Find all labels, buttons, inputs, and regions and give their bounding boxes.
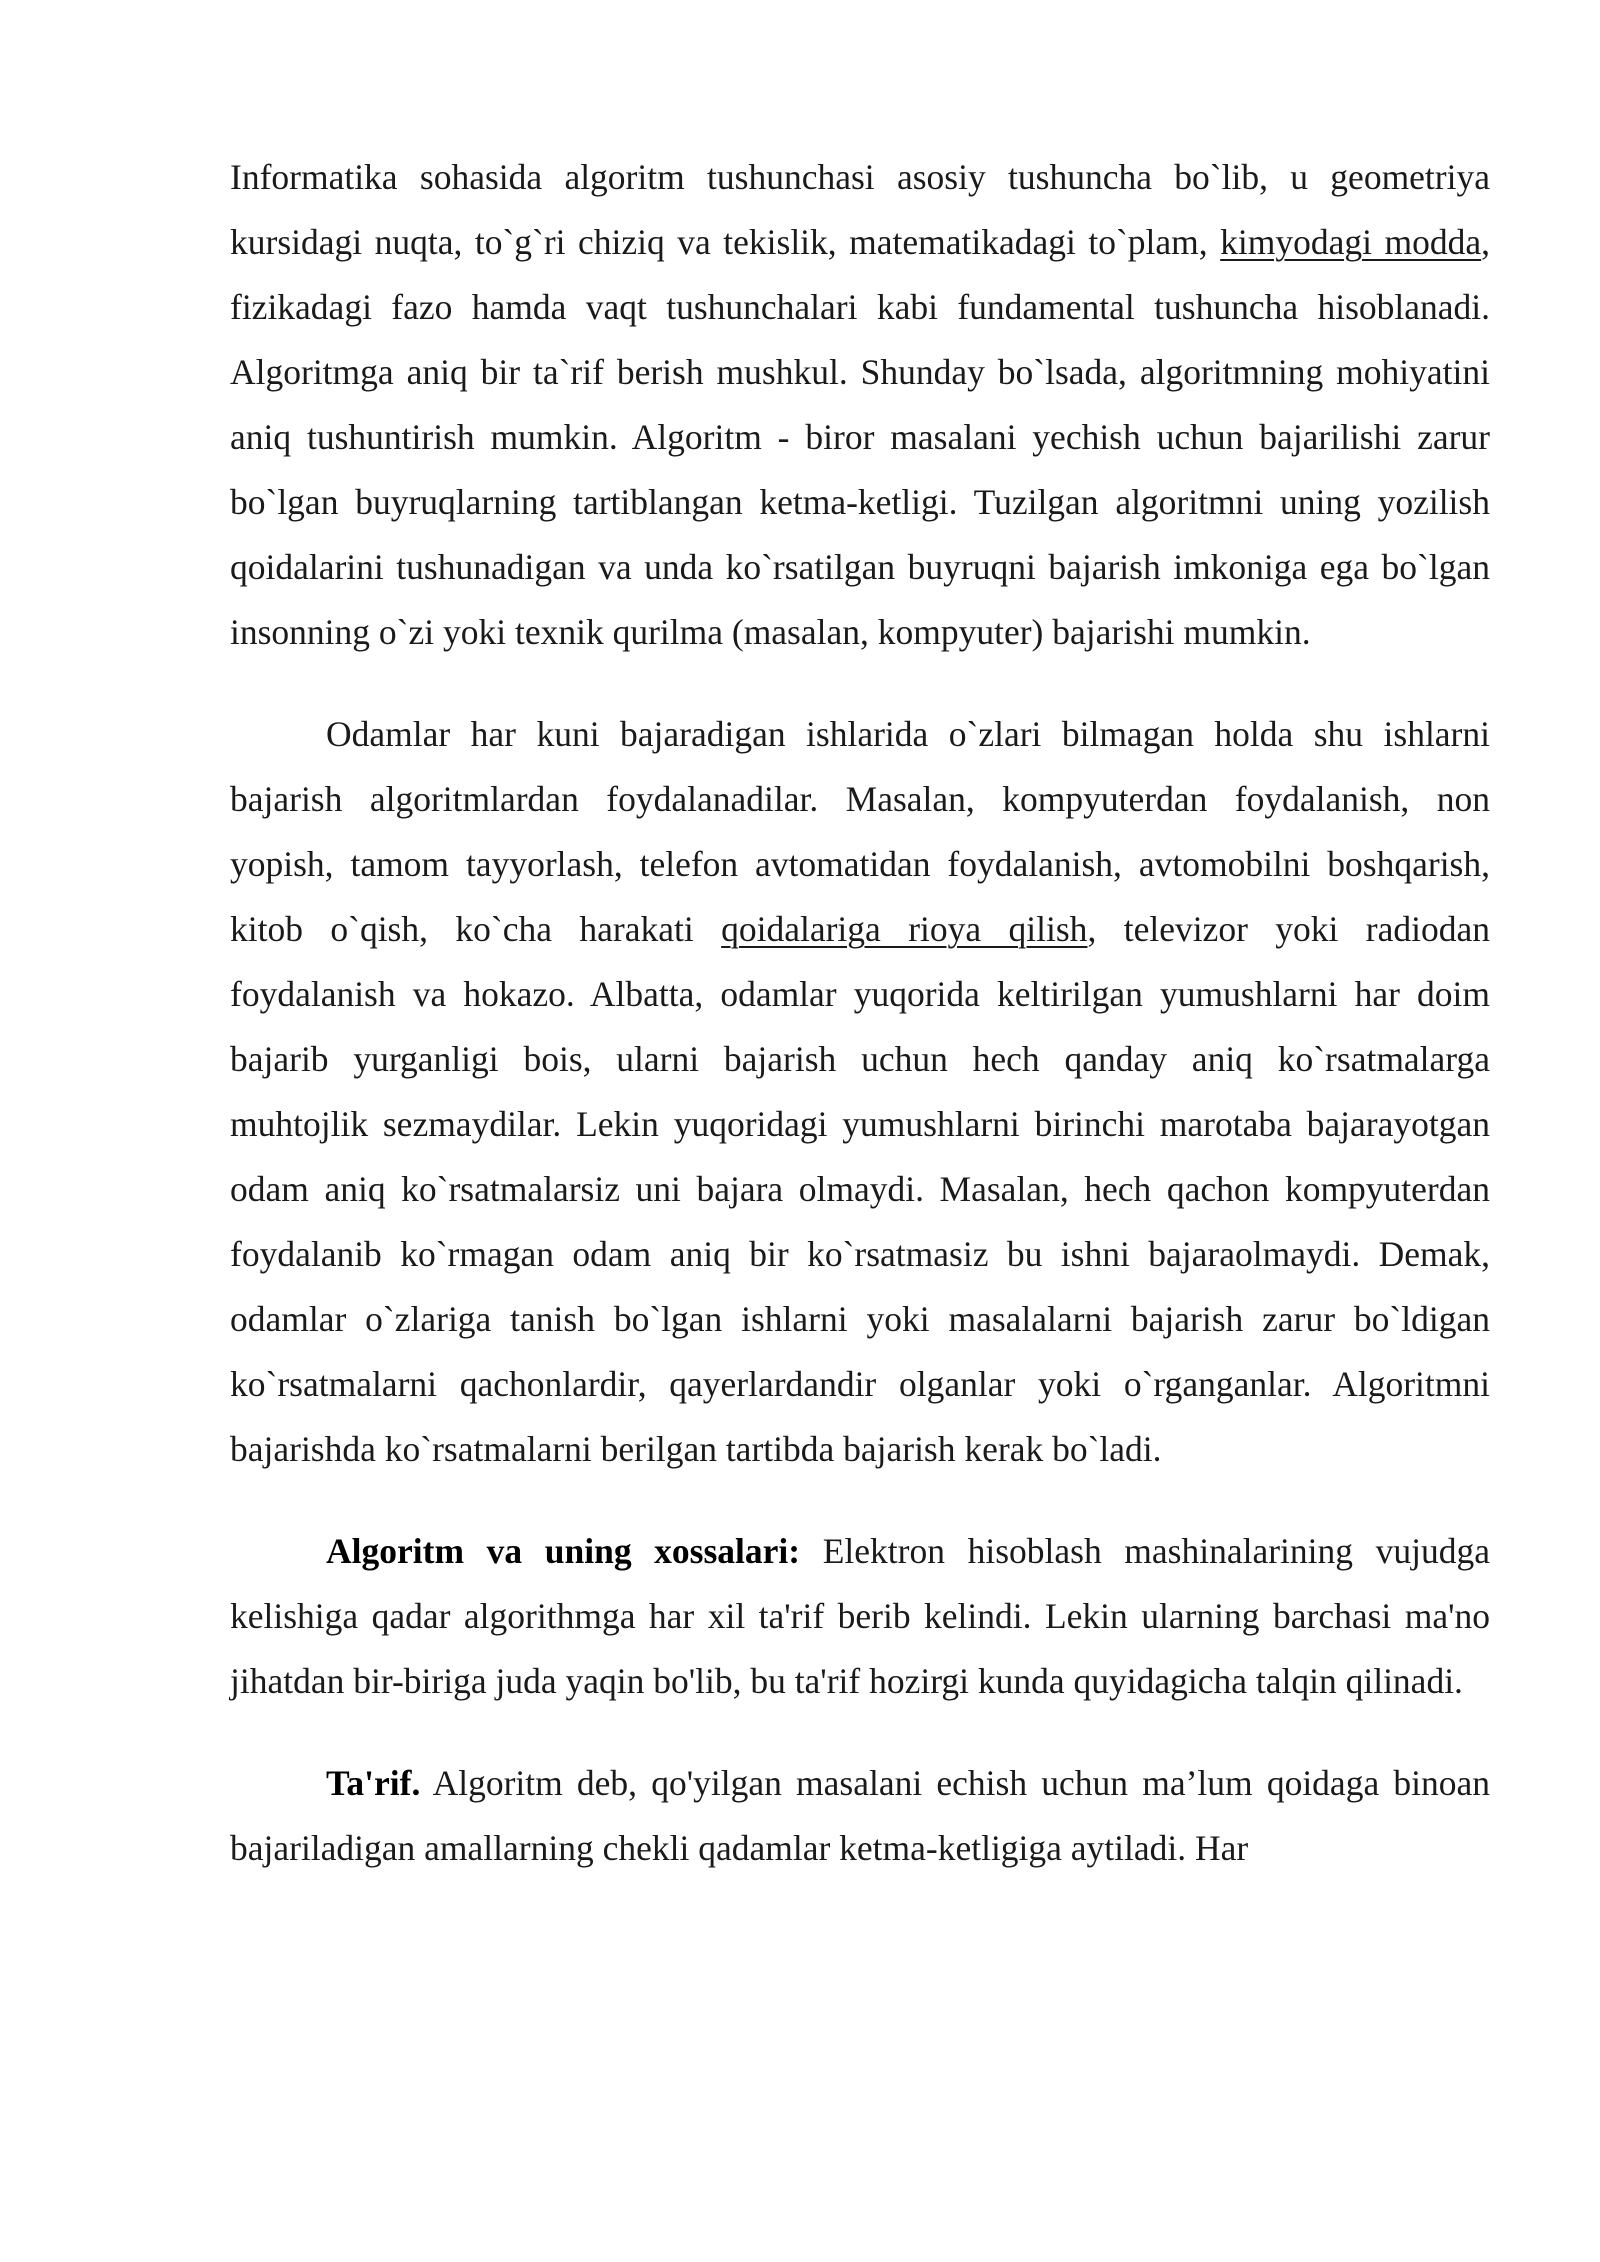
paragraph-text: Elektron hisoblash mashinalarining vujudga kelishiga qadar algorithmga har xil ta'rif berib kelindi. Lekin ularning barchasi ma'no jihatdan bir-biriga juda yaqin bo'lib, bu ta'rif hozirgi kunda quyidagicha talqin qilinadi.	[230, 1531, 1490, 1701]
paragraph-text: , televizor yoki radiodan foydalanish va hokazo. Albatta, odamlar yuqorida keltirilgan yumushlarni har doim bajarib yurganligi bois, ularni bajarish uchun hech qanday aniq ko`rsatmalarga muhtojlik sezmaydilar. Lekin yuqoridagi yumushlarni birinchi marotaba bajarayotgan odam aniq ko`rsatmalarsiz uni bajara olmaydi. Masalan, hech qachon kompyuterdan foydalanib ko`rmagan odam aniq bir ko`rsatmasiz bu ishni bajaraolmaydi. Demak, odamlar o`zlariga tanish bo`lgan ishlarni yoki masalalarni bajarish zarur bo`ldigan ko`rsatmalarni qachonlardir, qayerlardandir olganlar yoki o`rganganlar. Algoritmni bajarishda ko`rsatmalarni berilgan tartibda bajarish kerak bo`ladi.	[230, 909, 1490, 1469]
section-heading-properties: Algoritm va uning xossalari:	[326, 1531, 801, 1571]
paragraph-text: Algoritm deb, qo'yilgan masalani echish uchun ma’lum qoidaga binoan bajariladigan amallarning chekli qadamlar ketma-ketligiga aytiladi. Har	[230, 1763, 1490, 1868]
paragraph-text: Informatika sohasida algoritm tushunchasi asosiy tushuncha bo`lib, u geometriya kursidagi nuqta, to`g`ri chiziq va tekislik, matematikadagi to`plam,	[230, 157, 1490, 262]
paragraph-text: , fizikadagi fazo hamda vaqt tushunchalari kabi fundamental tushuncha hisoblanadi. Algoritmga aniq bir ta`rif berish mushkul. Shunday bo`lsada, algoritmning mohiyatini aniq tushuntirish mumkin. Algoritm - biror masalani yechish uchun bajarilishi zarur bo`lgan buyruqlarning tartiblangan ketma-ketligi. Tuzilgan algoritmni uning yozilish qoidalarini tushunadigan va unda ko`rsatilgan buyruqni bajarish imkoniga ega bo`lgan insonning o`zi yoki texnik qurilma (masalan, kompyuter) bajarishi mumkin.	[230, 222, 1490, 652]
document-page	[230, 145, 1490, 1881]
underlined-term-chemistry: kimyodagi modda	[1220, 222, 1482, 262]
paragraph-algorithm-concept	[230, 145, 1490, 665]
paragraph-algorithm-properties	[230, 1519, 1490, 1714]
underlined-term-traffic-rules: qoidalariga rioya qilish	[721, 909, 1088, 949]
paragraph-daily-algorithms	[230, 702, 1490, 1482]
paragraph-definition	[230, 1751, 1490, 1881]
section-heading-definition: Ta'rif.	[326, 1763, 421, 1803]
paragraph-text: Odamlar har kuni bajaradigan ishlarida o`zlari bilmagan holda shu ishlarni bajarish algoritmlardan foydalanadilar. Masalan, kompyuterdan foydalanish, non yopish, tamom tayyorlash, telefon avtomatidan foydalanish, avtomobilni boshqarish, kitob o`qish, ko`cha harakati	[230, 714, 1490, 949]
